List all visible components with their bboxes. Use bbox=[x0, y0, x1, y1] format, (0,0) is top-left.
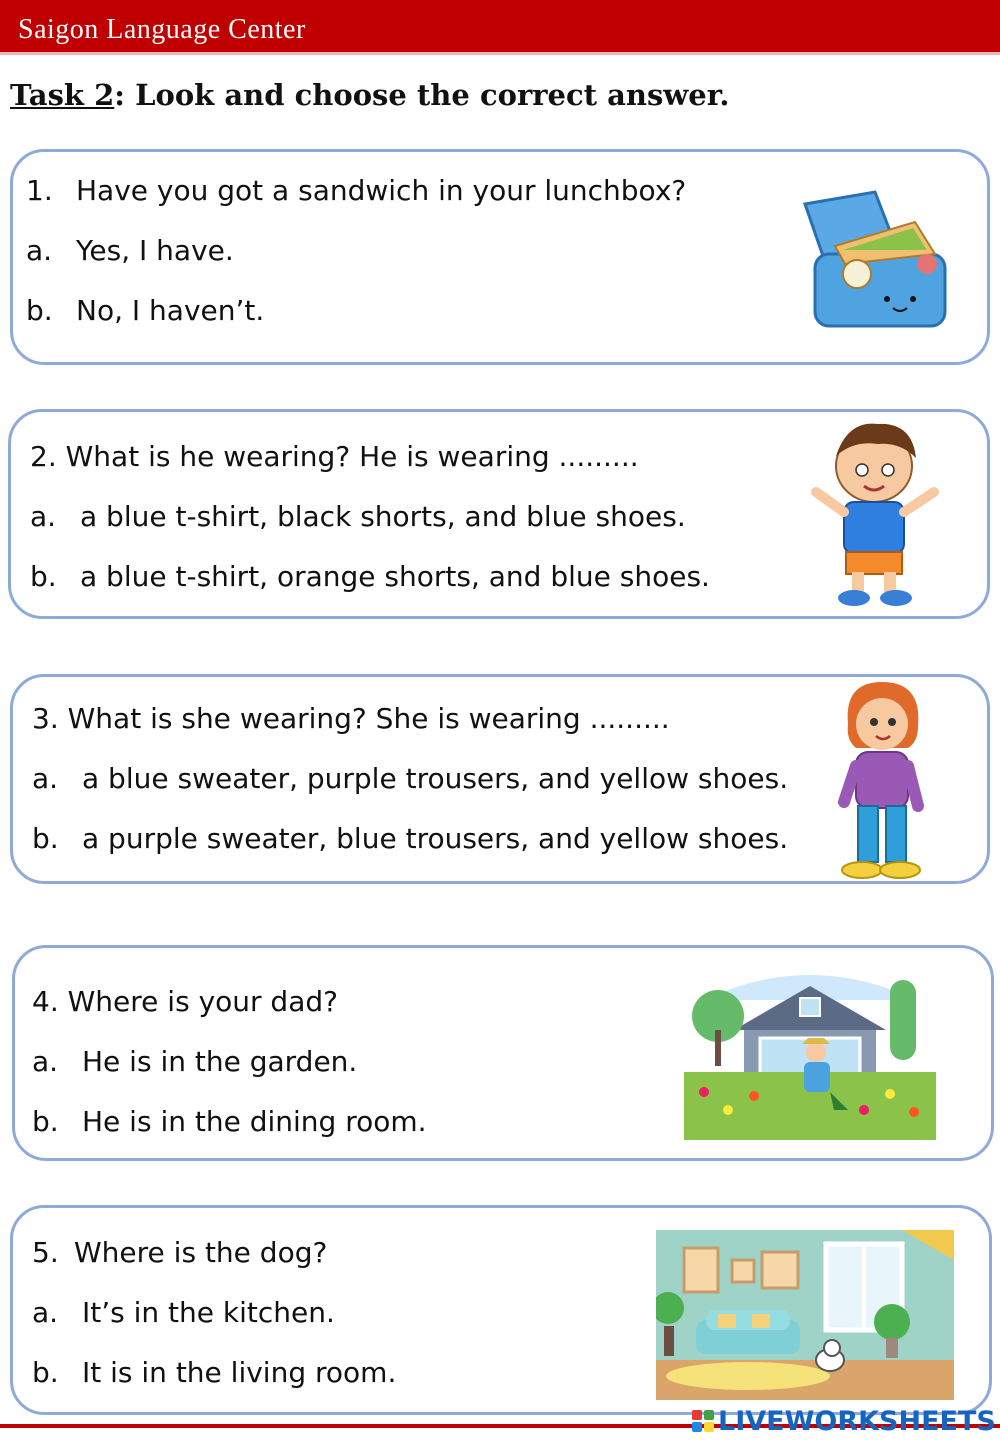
question-1-option-b[interactable]: b. No, I haven’t. bbox=[26, 294, 265, 327]
question-5-option-b[interactable]: b. It is in the living room. bbox=[32, 1356, 397, 1389]
header-title: Saigon Language Center bbox=[18, 14, 306, 45]
question-5-number: 5. bbox=[32, 1236, 59, 1269]
header-bar bbox=[0, 0, 1000, 55]
liveworksheets-logo[interactable] bbox=[692, 1404, 996, 1438]
question-4-text: 4. Where is your dad? bbox=[32, 985, 338, 1018]
question-3-option-a[interactable]: a. a blue sweater, purple trousers, and yellow shoes. bbox=[32, 762, 789, 795]
garden-image bbox=[684, 960, 936, 1140]
girl-image bbox=[834, 676, 930, 882]
question-4-option-b[interactable]: b. He is in the dining room. bbox=[32, 1105, 427, 1138]
question-3-option-b[interactable]: b. a purple sweater, blue trousers, and yellow shoes. bbox=[32, 822, 789, 855]
question-2-option-b[interactable]: b. a blue t-shirt, orange shorts, and blue shoes. bbox=[30, 560, 710, 593]
question-4-option-a[interactable]: a. He is in the garden. bbox=[32, 1045, 358, 1078]
task-instruction: : Look and choose the correct answer. bbox=[114, 78, 730, 112]
lunchbox-image bbox=[795, 184, 955, 334]
question-2-option-a[interactable]: a. a blue t-shirt, black shorts, and blue shoes. bbox=[30, 500, 686, 533]
question-3-text: 3. What is she wearing? She is wearing ......... bbox=[32, 702, 670, 735]
task-label: Task 2 bbox=[10, 78, 115, 112]
task-title bbox=[10, 78, 729, 112]
question-2-text: 2. What is he wearing? He is wearing ......... bbox=[30, 440, 639, 473]
boy-image bbox=[808, 416, 943, 608]
question-1-option-a[interactable]: a. Yes, I have. bbox=[26, 234, 234, 267]
question-1-text: 1. Have you got a sandwich in your lunchbox? bbox=[26, 174, 687, 207]
question-5-text: 5. Where is the dog? bbox=[32, 1236, 328, 1269]
logo-blocks-icon bbox=[692, 1410, 714, 1432]
question-1-number: 1. bbox=[26, 174, 53, 207]
question-5-option-a[interactable]: a. It’s in the kitchen. bbox=[32, 1296, 335, 1329]
living-room-image bbox=[656, 1230, 954, 1400]
logo-text: LIVEWORKSHEETS bbox=[718, 1405, 996, 1437]
